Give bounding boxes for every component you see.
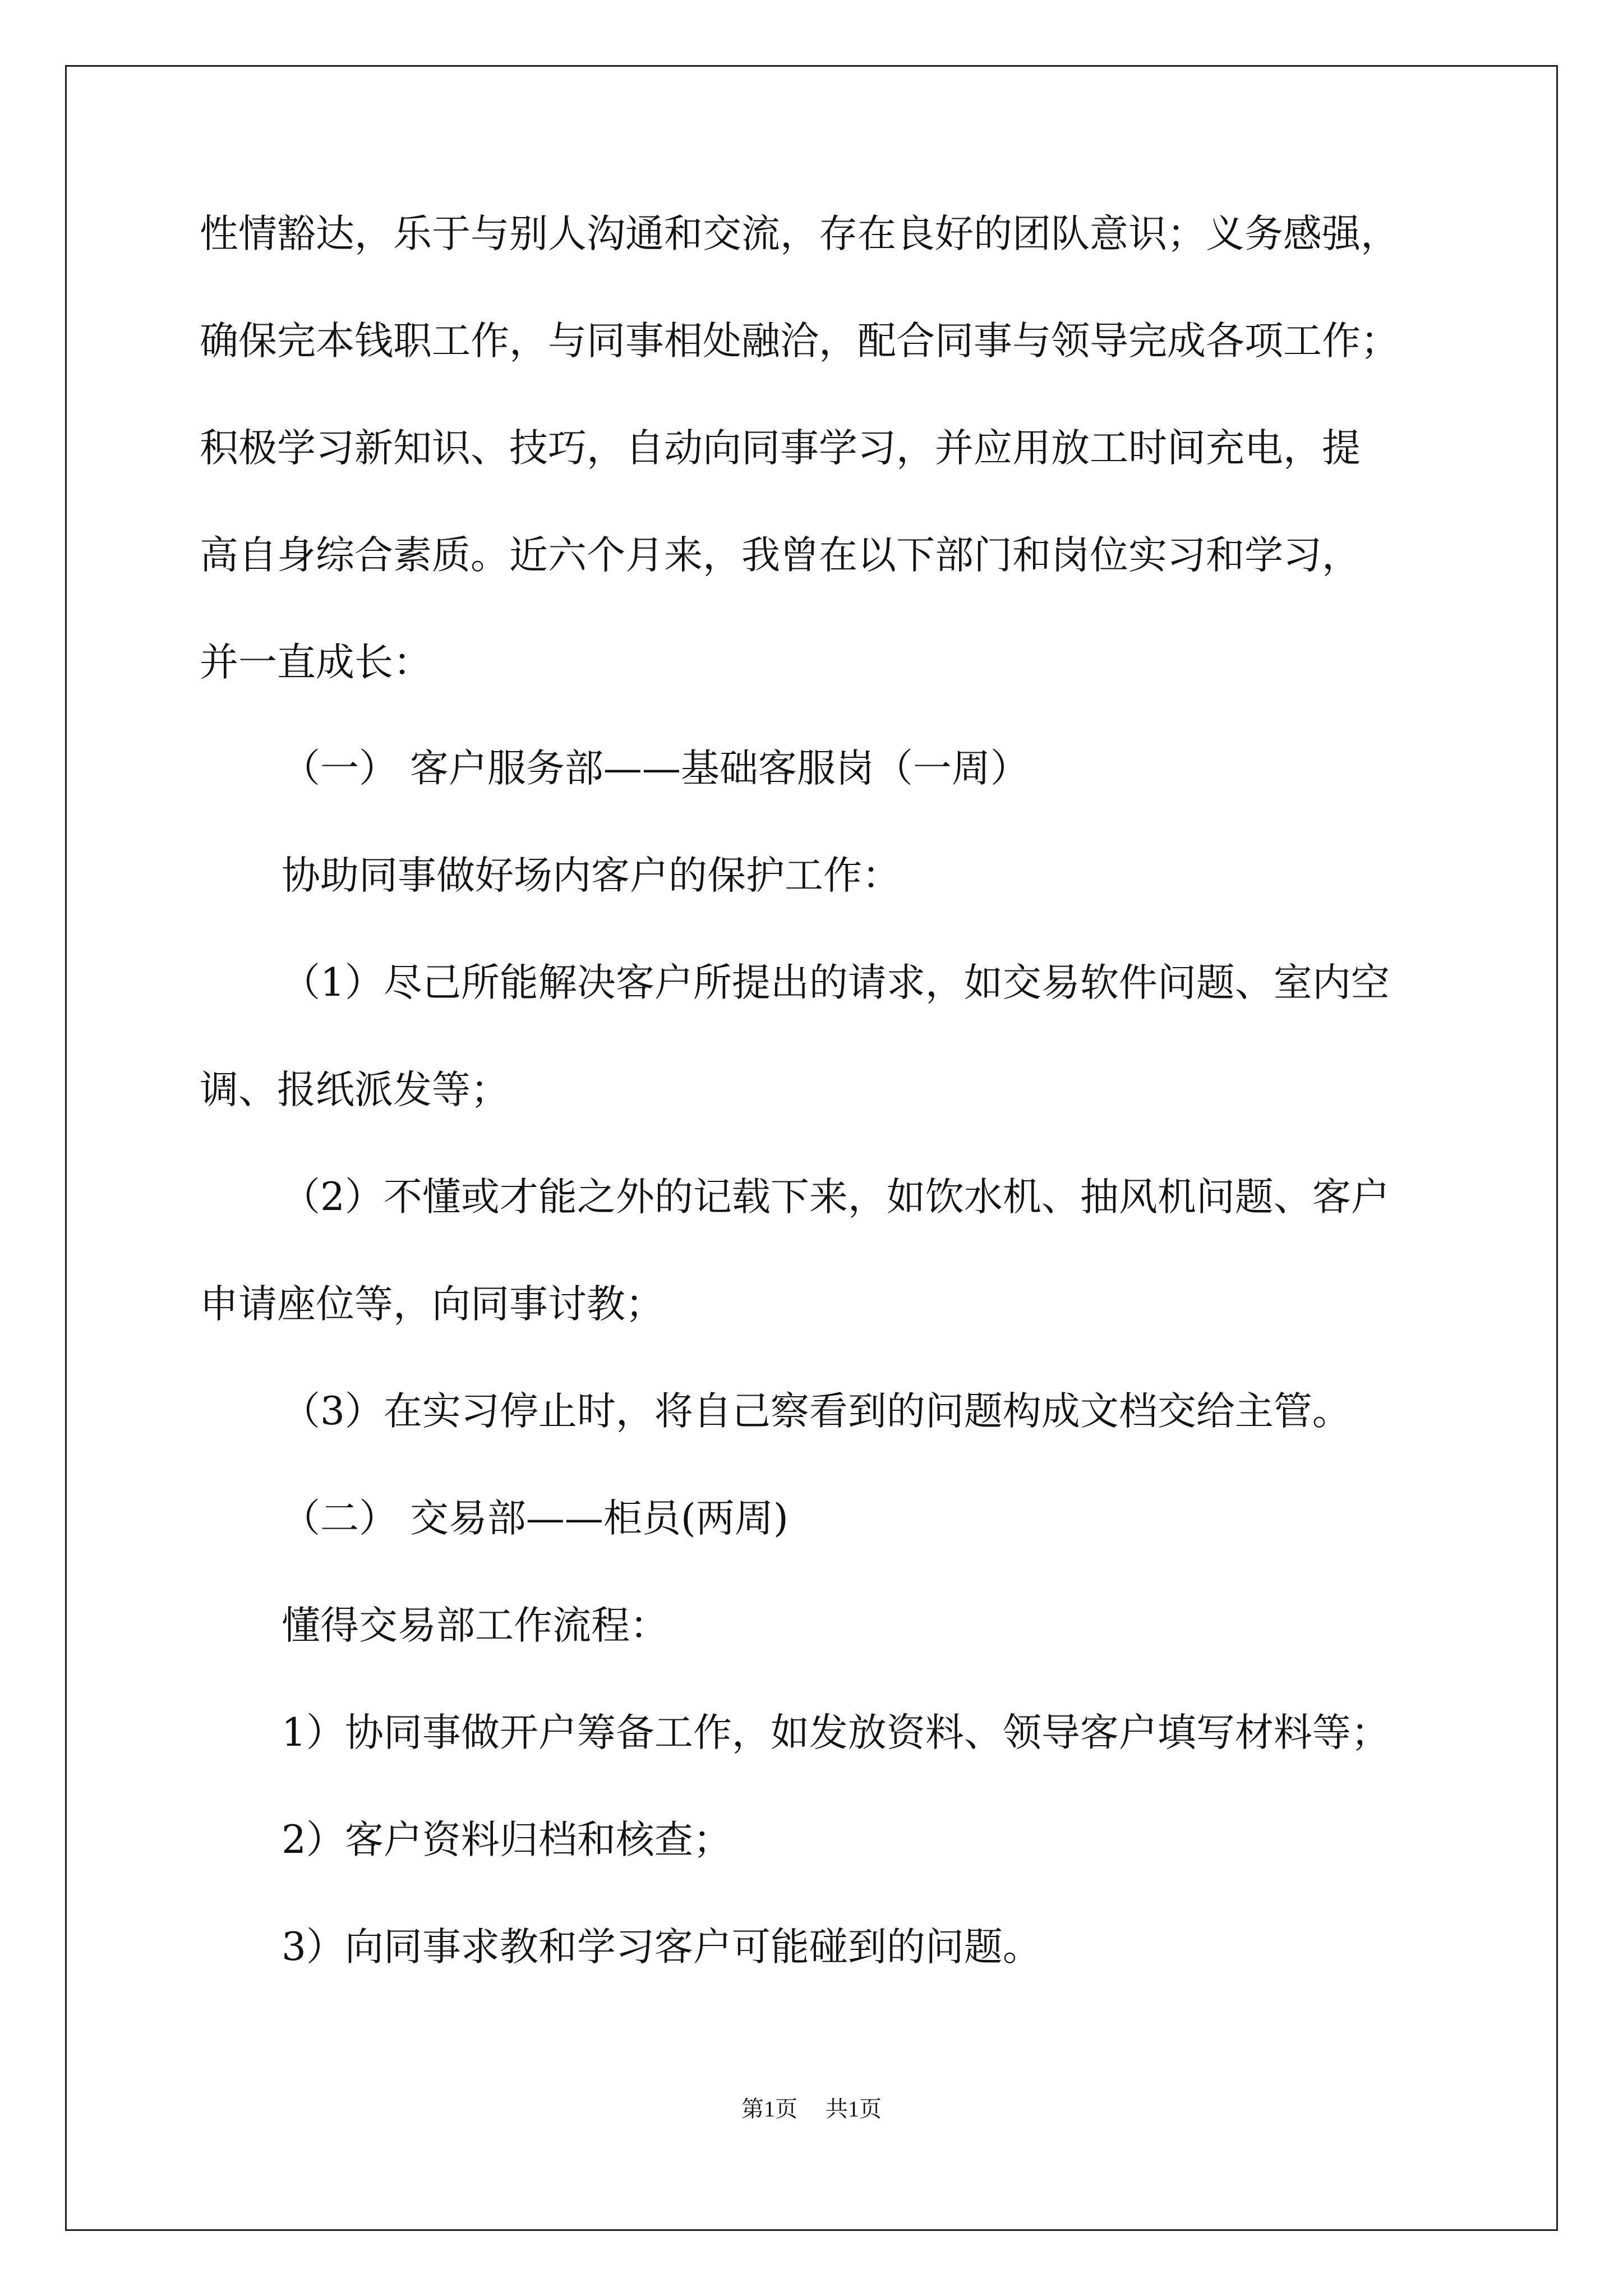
section-heading: （一） 客户服务部——基础客服岗（一周） (282, 746, 1029, 791)
section-heading: （二） 交易部——柜员(两周) (282, 1496, 789, 1541)
list-item: （2）不懂或才能之外的记载下来，如饮水机、抽风机问题、客户 (282, 1175, 1390, 1220)
list-item-continuation: 申请座位等，向同事讨教； (200, 1282, 664, 1327)
list-item: 3）向同事求教和学习客户可能碰到的问题。 (282, 1925, 1041, 1970)
list-item: （3）在实习停止时，将自己察看到的问题构成文档交给主管。 (282, 1389, 1351, 1434)
page-footer (0, 2092, 1623, 2126)
paragraph-line: 积极学习新知识、技巧，自动向同事学习，并应用放工时间充电，提 (200, 426, 1361, 471)
paragraph-line: 懂得交易部工作流程： (282, 1603, 668, 1648)
page-border (65, 65, 1558, 2231)
paragraph-line: 确保完本钱职工作，与同事相处融洽，配合同事与领导完成各项工作； (200, 319, 1399, 364)
paragraph-line: 并一直成长： (200, 640, 432, 685)
page-number: 第1页 (741, 2096, 797, 2122)
page-total: 共1页 (826, 2096, 882, 2122)
paragraph-line: 协助同事做好场内客户的保护工作： (282, 853, 901, 898)
paragraph-line: 高自身综合素质。近六个月来，我曾在以下部门和岗位实习和学习， (200, 533, 1361, 578)
list-item: 1）协同事做开户筹备工作，如发放资料、领导客户填写材料等； (282, 1710, 1390, 1755)
list-item-continuation: 调、报纸派发等； (200, 1068, 509, 1112)
paragraph-line: 性情豁达，乐于与别人沟通和交流，存在良好的团队意识；义务感强， (200, 211, 1399, 256)
list-item: （1）尽己所能解决客户所提出的请求，如交易软件问题、室内空 (282, 960, 1390, 1005)
list-item: 2）客户资料归档和核查； (282, 1818, 732, 1862)
